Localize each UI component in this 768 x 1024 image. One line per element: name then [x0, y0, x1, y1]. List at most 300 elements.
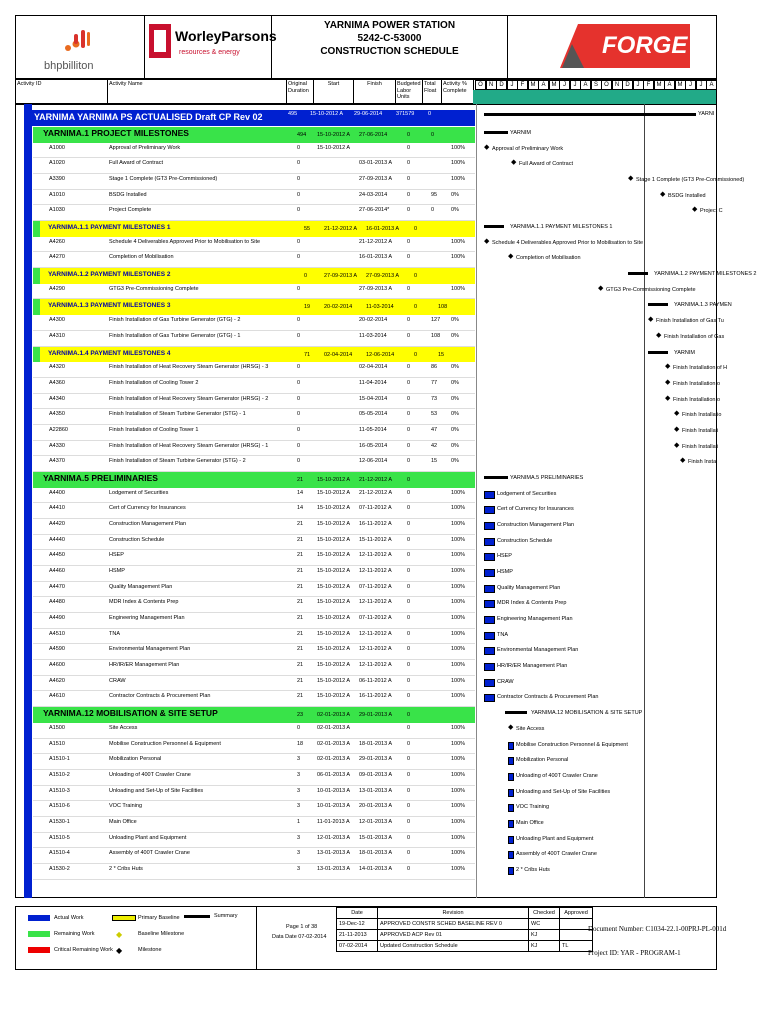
wbs-group-row[interactable]	[33, 127, 475, 143]
legend-box	[15, 906, 727, 970]
activity-id: A4350	[49, 411, 65, 418]
col-original-duration: Original Duration	[287, 80, 314, 103]
cell-finish: 12-11-2012 A	[359, 568, 392, 575]
cell-budget: 0	[407, 552, 411, 559]
activity-row[interactable]	[33, 488, 475, 504]
cell-budget: 0	[407, 834, 411, 841]
cell-budget: 0	[407, 599, 411, 606]
cell-start: 02-01-2013 A	[317, 756, 351, 763]
rev-cell-checked: KJ	[529, 941, 560, 952]
cell-dur: 0	[297, 207, 301, 214]
milestone-icon: ◆	[508, 723, 514, 731]
group-indent	[33, 221, 40, 237]
gantt-label: 2 * Cribs Huts	[516, 866, 550, 873]
gantt-label: Unloading Plant and Equipment	[516, 835, 594, 842]
legend-critical-swatch	[28, 947, 50, 953]
cell-finish: 03-01-2013 A	[359, 160, 393, 167]
actual-work-bar	[484, 647, 495, 655]
activity-row[interactable]	[33, 676, 475, 692]
gantt-label: Mobilization Personal	[516, 757, 569, 764]
legend-baseline-swatch	[112, 915, 136, 921]
cell-start: 13-01-2013 A	[317, 850, 351, 857]
activity-row[interactable]	[33, 378, 475, 394]
milestone-icon: ◆	[484, 143, 490, 151]
activity-row[interactable]	[33, 691, 475, 707]
activity-id: A22860	[49, 426, 68, 433]
gantt-label: GTG3 Pre-Commissioning Complete	[606, 286, 696, 293]
rev-cell-date: 19-Dec-12	[337, 919, 378, 930]
cell-finish: 18-01-2013 A	[359, 850, 393, 857]
project-summary-bar	[484, 113, 696, 116]
activity-pct: 100%	[451, 176, 466, 183]
activity-row[interactable]	[33, 660, 475, 676]
month-14: D	[622, 80, 633, 90]
cell-budget: 0	[407, 787, 411, 794]
month-0: O	[475, 80, 486, 90]
activity-name: Finish Installation of Heat Recovery Steam Generator (HRSG) - 1	[109, 442, 269, 449]
col-total-float: Total Float	[423, 80, 442, 103]
cell-dur: 1	[297, 818, 301, 825]
rev-cell-approved: TL	[560, 941, 593, 952]
activity-id: A4590	[49, 646, 65, 653]
col-finish: Finish	[354, 80, 396, 103]
activity-row[interactable]	[33, 143, 475, 159]
summary-bar	[484, 131, 508, 134]
activity-row[interactable]	[33, 644, 475, 660]
cell-budget: 0	[407, 756, 411, 763]
timeline-left-rule	[476, 104, 477, 898]
activity-row[interactable]	[33, 456, 475, 472]
activity-row[interactable]	[33, 801, 475, 817]
cell-budget: 0	[407, 207, 411, 214]
legend-remaining-swatch	[28, 931, 50, 937]
cell-start: 15-10-2012 A	[317, 568, 351, 575]
activity-id: A4480	[49, 599, 65, 606]
activity-row[interactable]	[33, 566, 475, 582]
cell-budget: 0	[407, 442, 411, 449]
cell-budget: 0	[407, 395, 411, 402]
activity-id: A4340	[49, 395, 65, 402]
activity-row[interactable]	[33, 629, 475, 645]
month-15: J	[633, 80, 644, 90]
activity-row[interactable]	[33, 550, 475, 566]
activity-row[interactable]	[33, 441, 475, 457]
milestone-icon: ◆	[484, 237, 490, 245]
group-indent	[33, 299, 40, 315]
project-summary-label: YARNIMA YARNIMA PS ACTUALISED Draft CP Rev 02	[34, 112, 263, 122]
activity-row[interactable]	[33, 409, 475, 425]
cell-dur: 21	[297, 662, 304, 669]
activity-name: Site Access	[109, 724, 138, 731]
activity-pct: 100%	[451, 850, 466, 857]
baseline-milestone-icon: ◆	[116, 930, 123, 939]
cell-dur: 0	[297, 395, 301, 402]
cell-finish: 09-01-2013 A	[359, 771, 393, 778]
month-13: N	[612, 80, 623, 90]
activity-name: Mobilization Personal	[109, 756, 162, 763]
wbs-group-row[interactable]	[40, 268, 475, 284]
actual-work-bar	[484, 694, 495, 702]
activity-row[interactable]	[33, 754, 475, 770]
gantt-label: Unloading and Set-Up of Site Facilities	[516, 788, 611, 795]
cell-budget: 0	[407, 458, 411, 465]
activity-name: Completion of Mobilisation	[109, 254, 174, 261]
cell-budget: 0	[407, 476, 411, 483]
milestone-icon: ◆	[648, 316, 654, 324]
activity-pct: 100%	[451, 803, 466, 810]
cell-budget: 0	[407, 132, 411, 138]
activity-pct: 0%	[451, 442, 459, 449]
actual-work-bar	[508, 804, 514, 812]
gantt-label: Finish Installatio	[682, 412, 722, 419]
cell-float: 127	[431, 317, 441, 324]
activity-pct: 100%	[451, 677, 466, 684]
actual-work-bar	[484, 632, 495, 640]
gantt-label: Project C	[700, 208, 723, 215]
title-line-3: CONSTRUCTION SCHEDULE	[320, 46, 459, 57]
cell-dur: 14	[297, 505, 304, 512]
milestone-icon: ◆	[680, 457, 686, 465]
gantt-label: Full Award of Contract	[519, 161, 574, 168]
cell-finish: 27-09-2013 A	[359, 176, 393, 183]
activity-id: A4320	[49, 364, 65, 371]
gantt-label: Finish Installati	[682, 427, 719, 434]
cell-float: 86	[431, 364, 438, 371]
gantt-label: BSDG Installed	[668, 192, 706, 199]
actual-work-bar	[484, 522, 495, 530]
cell-finish: 15-04-2014	[359, 395, 388, 402]
activity-row[interactable]	[33, 252, 475, 268]
revision-table	[336, 907, 593, 952]
cell-finish: 12-06-2014	[359, 458, 388, 465]
wbs-group-label: YARNIMA.1.1 PAYMENT MILESTONES 1	[48, 224, 171, 232]
cell-dur: 21	[297, 552, 304, 559]
actual-work-bar	[484, 506, 495, 514]
title-line-1: YARNIMA POWER STATION	[323, 20, 456, 31]
cell-start: 15-10-2012 A	[317, 646, 351, 653]
cell-dur: 0	[304, 273, 308, 280]
cell-start: 02-01-2013 A	[317, 724, 351, 731]
activity-row[interactable]	[33, 205, 475, 221]
cell-budget: 0	[407, 536, 411, 543]
activity-name: Main Office	[109, 818, 137, 825]
activity-row[interactable]	[33, 425, 475, 441]
actual-work-bar	[484, 585, 495, 593]
wbs-group-row[interactable]	[40, 347, 475, 363]
cell-dur: 0	[297, 160, 301, 167]
activity-name: Unloading Plant and Equipment	[109, 834, 187, 841]
activity-pct: 100%	[451, 646, 466, 653]
document-number: Document Number: C1034-22.1-00PRJ-PL-001d	[588, 925, 727, 933]
cell-finish: 24-03-2014	[359, 191, 388, 198]
project-summary-float: 0	[428, 111, 432, 117]
cell-start: 15-10-2012 A	[317, 677, 351, 684]
activity-pct: 100%	[451, 865, 466, 872]
cell-float: 73	[431, 395, 438, 402]
activity-row[interactable]	[33, 613, 475, 629]
activity-pct: 0%	[451, 458, 459, 465]
cell-finish: 07-11-2012 A	[359, 583, 392, 590]
gantt-label: Construction Management Plan	[497, 522, 575, 528]
activity-name: Contractor Contracts & Procurement Plan	[109, 693, 211, 700]
cell-budget: 0	[407, 630, 411, 637]
activity-id: A4600	[49, 662, 65, 669]
cell-start: 15-10-2012 A	[317, 144, 351, 151]
cell-dur: 0	[297, 458, 301, 465]
cell-dur: 3	[297, 803, 301, 810]
activity-pct: 100%	[451, 536, 466, 543]
cell-budget: 0	[414, 304, 418, 311]
gantt-label: Schedule 4 Deliverables Approved Prior to Mobilisation to Site	[492, 239, 644, 246]
cell-finish: 07-11-2012 A	[359, 505, 392, 512]
activity-name: 2 * Cribs Huts	[109, 865, 143, 872]
cell-finish: 06-11-2012 A	[359, 677, 392, 684]
activity-row[interactable]	[33, 158, 475, 174]
project-summary-row[interactable]	[24, 110, 475, 126]
wbs-group-label: YARNIMA.1 PROJECT MILESTONES	[43, 128, 189, 138]
cell-budget: 0	[414, 273, 418, 280]
cell-finish: 16-05-2014	[359, 442, 388, 449]
activity-pct: 0%	[451, 426, 459, 433]
activity-id: A4620	[49, 677, 65, 684]
activity-row[interactable]	[33, 315, 475, 331]
col-activity-id: Activity ID	[16, 80, 108, 103]
cell-dur: 21	[297, 646, 304, 653]
cell-finish: 27-09-2013 A	[359, 285, 393, 292]
gantt-label: Finish Installation of Gas	[664, 333, 725, 340]
title-line-2: 5242-C-53000	[357, 33, 422, 44]
cell-budget: 0	[407, 818, 411, 825]
cell-finish: 11-03-2014	[359, 332, 387, 339]
activity-name: Construction Management Plan	[109, 521, 187, 527]
month-17: M	[654, 80, 665, 90]
activity-row[interactable]	[33, 739, 475, 755]
cell-float: 15	[431, 458, 438, 465]
cell-float: 108	[431, 332, 441, 339]
actual-work-bar	[508, 851, 514, 859]
activity-name: Finish Installation of Heat Recovery Steam Generator (HRSG) - 3	[109, 364, 269, 371]
activity-pct: 100%	[451, 144, 466, 151]
activity-name: Approval of Preliminary Work	[109, 144, 181, 151]
cell-start: 15-10-2012 A	[317, 630, 351, 637]
month-18: A	[664, 80, 675, 90]
cell-budget: 0	[407, 426, 411, 433]
activity-row[interactable]	[33, 582, 475, 598]
activity-id: A4440	[49, 536, 65, 543]
cell-dur: 0	[297, 724, 301, 731]
cell-dur: 21	[297, 568, 304, 575]
cell-dur: 21	[297, 521, 304, 527]
gantt-label: Cert of Currency for Insurances	[497, 506, 574, 513]
actual-work-bar	[484, 616, 495, 624]
activity-name: Engineering Management Plan	[109, 615, 185, 622]
activity-id: A4360	[49, 379, 65, 386]
milestone-icon: ◆	[674, 410, 680, 418]
activity-row[interactable]	[33, 331, 475, 347]
activity-id: A4510	[49, 630, 65, 637]
activity-row[interactable]	[33, 848, 475, 864]
month-11: S	[591, 80, 602, 90]
cell-budget: 0	[407, 144, 411, 151]
activity-pct: 100%	[451, 254, 466, 261]
rev-header: Checked	[529, 908, 560, 919]
cell-budget: 0	[407, 238, 411, 245]
cell-start: 15-10-2012 A	[317, 552, 351, 559]
cell-finish: 16-01-2013 A	[366, 226, 400, 233]
activity-id: A4450	[49, 552, 65, 559]
cell-budget: 0	[407, 712, 411, 719]
activity-row[interactable]	[33, 723, 475, 739]
legend-actual-swatch	[28, 915, 50, 921]
activity-pct: 0%	[451, 191, 459, 198]
actual-work-bar	[508, 742, 514, 750]
cell-dur: 0	[297, 176, 301, 183]
activity-name: BSDG Installed	[109, 191, 147, 198]
cell-budget: 0	[407, 285, 411, 292]
cell-dur: 0	[297, 144, 301, 151]
gantt-label: CRAW	[497, 678, 514, 685]
cell-finish: 21-12-2012 A	[359, 476, 393, 483]
activity-row[interactable]	[33, 237, 475, 253]
cell-finish: 21-12-2012 A	[359, 238, 393, 245]
activity-pct: 100%	[451, 521, 466, 527]
activity-pct: 100%	[451, 787, 466, 794]
legend-divider	[256, 907, 257, 969]
activity-name: Cert of Currency for Insurances	[109, 505, 186, 512]
activity-name: Project Complete	[109, 207, 152, 214]
milestone-icon: ◆	[508, 253, 514, 261]
activity-id: A4410	[49, 505, 65, 512]
cell-finish: 12-11-2012 A	[359, 552, 392, 559]
activity-row[interactable]	[33, 864, 475, 880]
gantt-label: Environmental Management Plan	[497, 647, 579, 654]
cell-budget: 0	[407, 568, 411, 575]
gantt-label: MDR Index & Contents Prep	[497, 600, 567, 607]
cell-budget: 0	[407, 850, 411, 857]
activity-id: A4310	[49, 332, 65, 339]
activity-id: A1000	[49, 144, 65, 151]
activity-name: MDR Index & Contents Prep	[109, 599, 179, 606]
activity-name: Schedule 4 Deliverables Approved Prior to Mobilisation to Site	[109, 238, 261, 245]
cell-start: 06-01-2013 A	[317, 771, 351, 778]
cell-dur: 0	[297, 238, 301, 245]
activity-row[interactable]	[33, 786, 475, 802]
gantt-label: HSMP	[497, 569, 513, 576]
activity-pct: 100%	[451, 693, 466, 700]
cell-float: 77	[431, 379, 438, 386]
cell-dur: 14	[297, 489, 304, 496]
activity-id: A4490	[49, 615, 65, 622]
activity-id: A1510-5	[49, 834, 70, 841]
activity-id: A4460	[49, 568, 65, 575]
cell-finish: 12-11-2012 A	[359, 646, 392, 653]
gantt-label: Finish Installation of H	[673, 365, 728, 372]
cell-dur: 3	[297, 771, 301, 778]
cell-finish: 27-06-2014	[359, 132, 388, 138]
data-date-line	[644, 104, 645, 898]
gantt-label: Stage 1 Complete (GT3 Pre-Commissioned)	[636, 177, 745, 184]
month-2: D	[496, 80, 507, 90]
activity-id: A4330	[49, 442, 65, 449]
activity-row[interactable]	[33, 362, 475, 378]
cell-start: 21-12-2012 A	[324, 226, 358, 233]
cell-float: 0	[431, 207, 435, 214]
actual-work-bar	[484, 663, 495, 671]
legend-baseline-label: Primary Baseline	[138, 915, 180, 921]
activity-row[interactable]	[33, 190, 475, 206]
cell-start: 20-02-2014	[324, 304, 353, 311]
timeline-quarter-bar	[473, 90, 716, 104]
activity-id: A1510	[49, 740, 65, 747]
activity-row[interactable]	[33, 770, 475, 786]
gantt-label: Finish Installati	[682, 443, 719, 450]
activity-row[interactable]	[33, 519, 475, 535]
project-summary-budget: 371579	[396, 111, 415, 117]
activity-row[interactable]	[33, 817, 475, 833]
activity-pct: 0%	[451, 411, 459, 418]
wbs-group-row[interactable]	[33, 472, 475, 488]
month-10: A	[580, 80, 591, 90]
cell-budget: 0	[407, 724, 411, 731]
gantt-label: Quality Management Plan	[497, 584, 561, 591]
cell-budget: 0	[407, 332, 411, 339]
actual-work-bar	[484, 569, 495, 577]
cell-finish: 07-11-2012 A	[359, 615, 392, 622]
wbs-group-row[interactable]	[40, 299, 475, 315]
milestone-icon: ◆	[674, 441, 680, 449]
gantt-label: Finish Installation of Gas Tu	[656, 318, 724, 325]
cell-finish: 29-01-2013 A	[359, 756, 393, 763]
activity-row[interactable]	[33, 284, 475, 300]
project-id: Project ID: YAR - PROGRAM-1	[588, 949, 681, 957]
summary-bar	[505, 711, 527, 714]
activity-name: Construction Schedule	[109, 536, 165, 543]
cell-start: 10-01-2013 A	[317, 803, 351, 810]
cell-dur: 3	[297, 865, 301, 872]
activity-pct: 100%	[451, 552, 466, 559]
activity-row[interactable]	[33, 833, 475, 849]
month-4: F	[517, 80, 528, 90]
cell-dur: 21	[297, 583, 304, 590]
wbs-group-row[interactable]	[33, 707, 475, 723]
wp-logo-name: WorleyParsons	[175, 28, 277, 44]
forge-logo-text: FORGE	[602, 32, 688, 59]
gantt-label: Approval of Preliminary Work	[492, 145, 564, 152]
activity-name: TNA	[109, 630, 120, 637]
activity-row[interactable]	[33, 394, 475, 410]
summary-bar	[484, 225, 504, 228]
activity-row[interactable]	[33, 503, 475, 519]
activity-row[interactable]	[33, 597, 475, 613]
activity-row[interactable]	[33, 174, 475, 190]
cell-dur: 21	[297, 693, 304, 700]
cell-budget: 0	[407, 505, 411, 512]
cell-dur: 21	[297, 599, 304, 606]
gantt-label: TNA	[497, 631, 508, 638]
activity-row[interactable]	[33, 535, 475, 551]
cell-float: 15	[438, 351, 445, 358]
activity-pct: 100%	[451, 238, 466, 245]
rev-header: Revision	[378, 908, 529, 919]
cell-budget: 0	[407, 803, 411, 810]
cell-finish: 27-06-2014*	[359, 207, 390, 214]
month-1: N	[486, 80, 497, 90]
activity-id: A1010	[49, 191, 65, 198]
wbs-group-row[interactable]	[40, 221, 475, 237]
milestone-icon: ◆	[656, 331, 662, 339]
activity-id: A4370	[49, 458, 65, 465]
activity-pct: 0%	[451, 379, 459, 386]
